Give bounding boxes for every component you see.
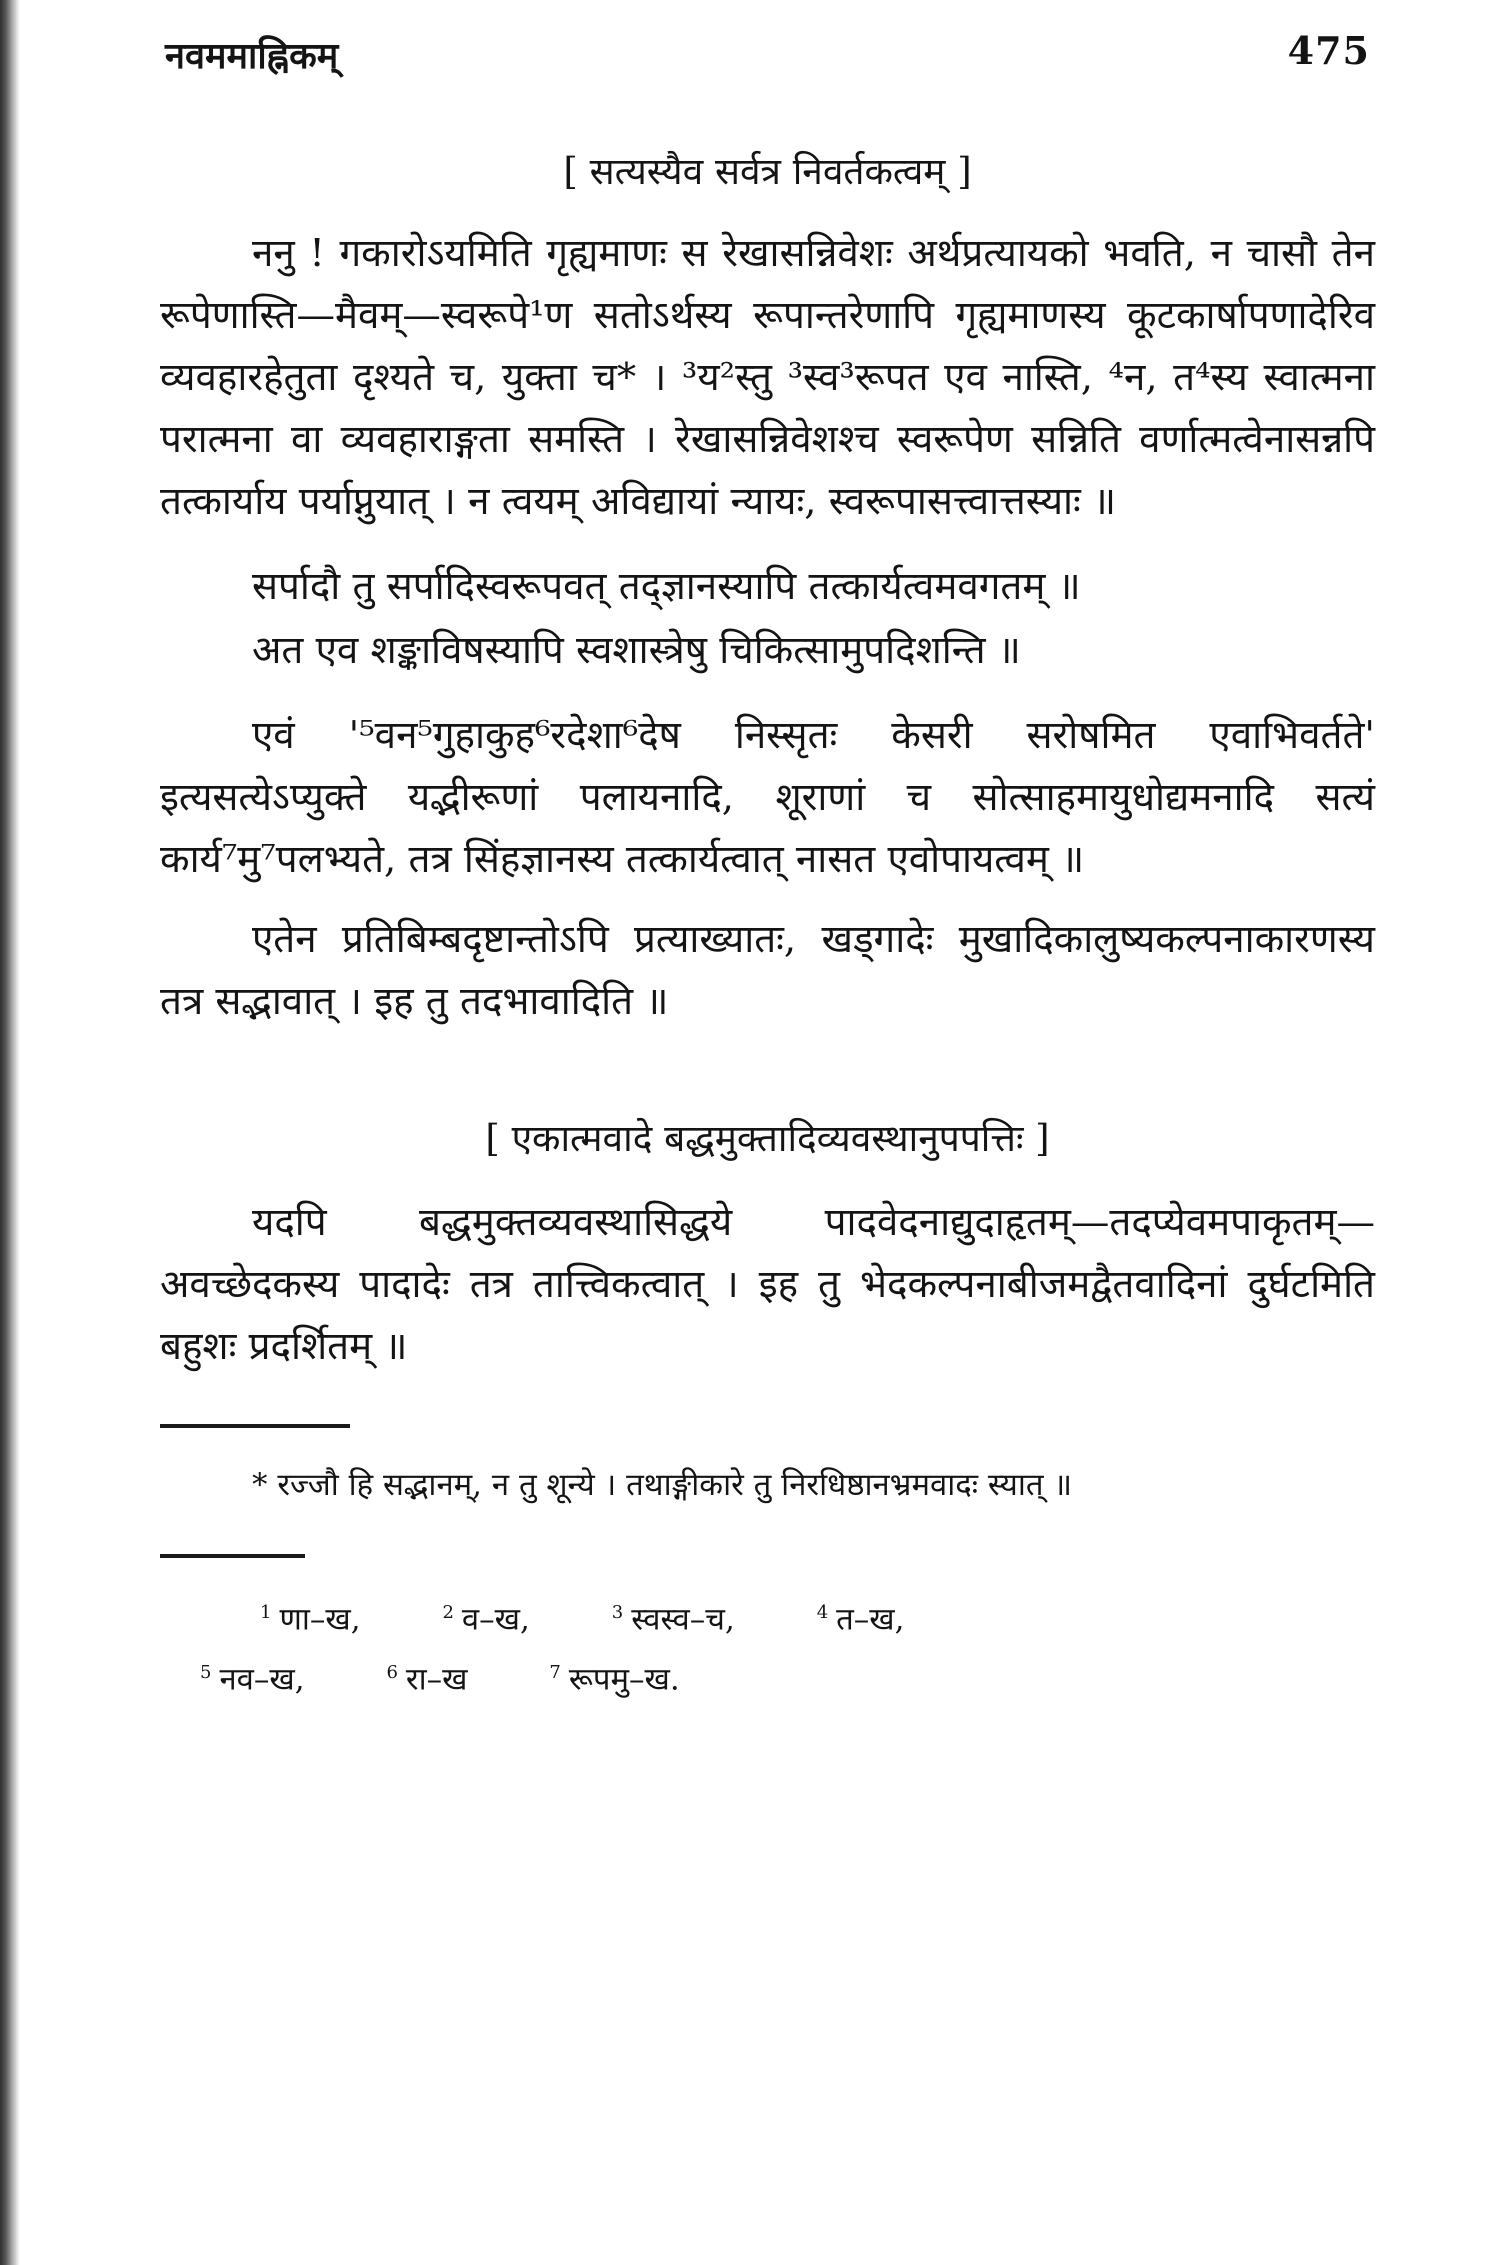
variant-reading: $^5$ नव–ख,	[200, 1661, 305, 1698]
verse-line-1: सर्पादौ तु सर्पादिस्वरूपवत् तद्ज्ञानस्यापि तत्कार्यत्वमवगतम् ॥	[252, 564, 1081, 609]
variant-readings	[160, 1586, 1375, 1707]
section-1-paragraph-1: ननु ! गकारोऽयमिति गृह्यमाणः स रेखासन्निवेशः अर्थप्रत्यायको भवति, न चासौ तेन रूपेणास्ति—मैवम्—स्वरूपे¹ण सतोऽर्थस्य रूपान्तरेणापि गृह्यमाणस्य कूटकार्षापणादेरिव व्यवहारहेतुता दृश्यते च, युक्ता च* । ³य²स्तु ³स्व³रूपत एव नास्ति, ⁴न, त⁴स्य स्वात्मना परात्मना वा व्यवहाराङ्गता समस्ति । रेखासन्निवेशश्च स्वरूपेण सन्निति वर्णात्मत्वेनासन्नपि तत्कार्याय पर्याप्नुयात् । न त्वयम् अविद्यायां न्यायः, स्वरूपासत्त्वात्तस्याः ॥	[160, 231, 1375, 524]
verse-line-2: अत एव शङ्काविषस्यापि स्वशास्त्रेषु चिकित्सामुपदिशन्ति ॥	[252, 628, 1021, 673]
variants-divider	[160, 1554, 305, 1558]
section-1-paragraph-3: एतेन प्रतिबिम्बदृष्टान्तोऽपि प्रत्याख्यातः, खड्गादेः मुखादिकालुष्यकल्पनाकारणस्य तत्र सद्भावात् । इह तु तदभावादिति ॥	[160, 917, 1375, 1024]
page-number: 475	[1287, 28, 1370, 73]
page-binding-edge	[0, 0, 20, 2265]
variant-reading: $^4$ त–ख,	[816, 1601, 905, 1638]
running-title: नवममाह्निकम्	[165, 35, 339, 77]
variant-reading: $^7$ रूपमु–ख.	[549, 1661, 680, 1698]
section-heading-2: [ एकात्मवादे बद्धमुक्तादिव्यवस्थानुपपत्तिः ]	[485, 1117, 1050, 1160]
variant-row-2	[160, 1646, 1375, 1706]
section-heading-1: [ सत्यस्यैव सर्वत्र निवर्तकत्वम् ]	[563, 150, 972, 193]
variant-reading: $^2$ व–ख,	[442, 1601, 530, 1638]
section-2-paragraph-1: यदपि बद्धमुक्तव्यवस्थासिद्धये पादवेदनाद्युदाहृतम्—तदप्येवमपाकृतम्—अवच्छेदकस्य पादादेः तत्र तात्त्विकत्वात् । इह तु भेदकल्पनाबीजमद्वैतवादिनां दुर्घटमिति बहुशः प्रदर्शितम् ॥	[160, 1200, 1375, 1369]
page-content	[160, 22, 1375, 1707]
star-footnote: * रज्जौ हि सद्भानम्, न तु शून्ये । तथाङ्गीकारे तु निरधिष्ठानभ्रमवादः स्यात् ॥	[252, 1467, 1073, 1503]
verse-block	[160, 555, 1375, 683]
footnote-divider	[160, 1424, 350, 1428]
variant-reading: $^1$ णा–ख,	[260, 1601, 361, 1638]
variant-reading: $^3$ स्वस्व–च,	[611, 1601, 735, 1638]
section-1-paragraph-2: एवं '⁵वन⁵गुहाकुह⁶रदेशा⁶देष निस्सृतः केसरी सरोषमित एवाभिवर्तते' इत्यसत्येऽप्युक्ते यद्भीरूणां पलायनादि, शूराणां च सोत्साहमायुधोद्यमनादि सत्यं कार्य⁷मु⁷पलभ्यते, तत्र सिंहज्ञानस्य तत्कार्यत्वात् नासत एवोपायत्वम् ॥	[160, 713, 1375, 882]
variant-reading: $^6$ रा–ख	[386, 1661, 468, 1698]
running-head	[160, 22, 1375, 102]
variant-row-1	[160, 1586, 1375, 1646]
